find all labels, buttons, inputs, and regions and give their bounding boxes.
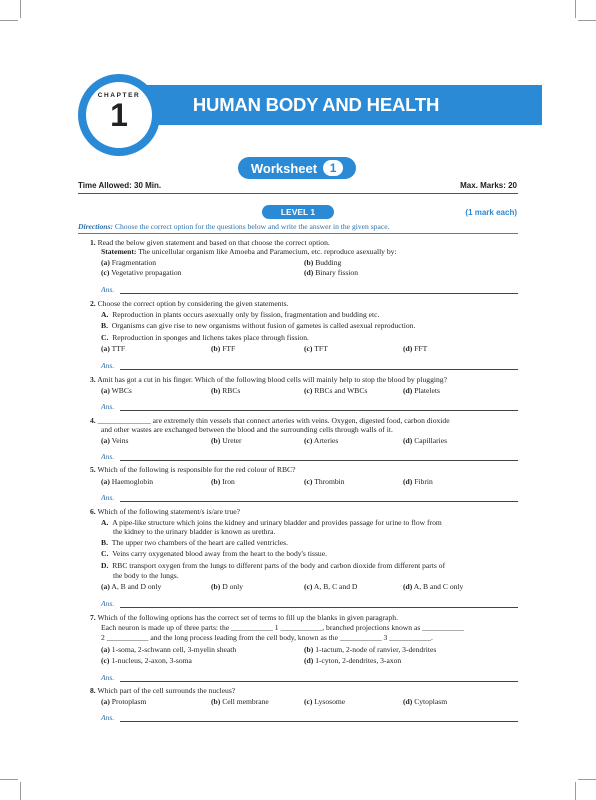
question-3: 3. Amit has got a cut in his finger. Which of the following blood cells will mainly help to stop the blood by plugging? <box>90 375 447 384</box>
option-d: (d) Fibrin <box>403 477 433 486</box>
answer-line[interactable] <box>120 293 518 294</box>
question-7-paragraph-continued: 2 ___________ and the long process leading from the cell body, known as the ___________ 3 ___________. <box>101 633 433 642</box>
crop-mark <box>0 779 18 780</box>
crop-mark <box>0 20 18 21</box>
option-c: (c) Thrombin <box>304 477 345 486</box>
question-4: 4. ______________ are extremely thin vessels that connect arteries with veins. Oxygen, digested food, carbon dioxide <box>90 416 450 425</box>
question-5: 5. Which of the following is responsible for the red colour of RBC? <box>90 465 296 474</box>
crop-mark <box>578 20 596 21</box>
directions-label: Directions: <box>78 222 114 231</box>
statement-d-continued: the body to the lungs. <box>113 571 179 580</box>
answer-label: Ans. <box>101 402 115 411</box>
crop-mark <box>578 779 596 780</box>
question-7-paragraph: Each neuron is made up of three parts: the ___________ 1 ___________, branched projections known as ___________ <box>101 623 464 632</box>
option-d: (d) Platelets <box>403 386 440 395</box>
option-a: (a) Protoplasm <box>101 697 147 706</box>
option-d: (d) Binary fission <box>304 268 359 277</box>
option-c: (c) TFT <box>304 344 328 353</box>
question-7: 7. Which of the following options has the correct set of terms to fill up the blanks in given paragraph. <box>90 613 398 622</box>
option-d: (d) A, B and C only <box>403 582 464 591</box>
statement-b: B. The upper two chambers of the heart are called ventricles. <box>101 538 289 547</box>
chapter-title: HUMAN BODY AND HEALTH <box>192 94 440 115</box>
option-a: (a) 1-soma, 2-schwann cell, 3-myelin sheath <box>101 645 237 654</box>
statement-c: C. Reproduction in sponges and lichens takes place through fission. <box>101 333 309 342</box>
option-b: (b) Cell membrane <box>211 697 269 706</box>
option-c: (c) Lysosome <box>304 697 346 706</box>
option-a: (a) Fragmentation <box>101 258 157 267</box>
question-1: 1. Read the below given statement and based on that choose the correct option. <box>90 238 330 247</box>
worksheet-number: 1 <box>323 160 343 176</box>
crop-mark <box>575 782 576 800</box>
option-a: (a) Haemoglobin <box>101 477 154 486</box>
answer-label: Ans. <box>101 452 115 461</box>
answer-line[interactable] <box>120 607 518 608</box>
option-b: (b) 1-tactum, 2-node of ranvier, 3-dendrites <box>304 645 437 654</box>
statement-a: A. A pipe-like structure which joins the kidney and urinary bladder and provides passage for urine to flow from <box>101 518 442 527</box>
option-b: (b) FTF <box>211 344 236 353</box>
option-d: (d) FFT <box>403 344 428 353</box>
option-c: (c) Arteries <box>304 436 339 445</box>
option-b: (b) Ureter <box>211 436 242 445</box>
directions-divider <box>78 233 518 234</box>
option-a: (a) WBCs <box>101 386 132 395</box>
option-b: (b) Iron <box>211 477 235 486</box>
answer-line[interactable] <box>120 721 518 722</box>
worksheet-label: Worksheet <box>250 160 318 176</box>
question-4-continued: and other wastes are exchanged between the blood and the surrounding cells through walls of it. <box>101 425 393 434</box>
level-pill: LEVEL 1 <box>262 205 334 219</box>
chapter-badge-inner <box>86 82 152 148</box>
answer-label: Ans. <box>101 285 115 294</box>
chapter-word: CHAPTER <box>97 92 141 99</box>
option-c: (c) RBCs and WBCs <box>304 386 368 395</box>
statement-a: A. Reproduction in plants occurs asexually only by fission, fragmentation and budding etc. <box>101 310 380 319</box>
option-a: (a) Veins <box>101 436 129 445</box>
option-b: (b) RBCs <box>211 386 241 395</box>
crop-mark <box>20 0 21 18</box>
time-allowed: Time Allowed: 30 Min. <box>78 181 162 190</box>
option-b: (b) D only <box>211 582 244 591</box>
answer-label: Ans. <box>101 599 115 608</box>
header-divider <box>78 193 518 194</box>
statement-a-continued: the kidney to the urinary bladder is known as urethra. <box>113 527 276 536</box>
answer-label: Ans. <box>101 493 115 502</box>
statement-c: C. Veins carry oxygenated blood away from the heart to the body's tissue. <box>101 549 327 558</box>
option-c: (c) A, B, C and D <box>304 582 358 591</box>
statement-b: B. Organisms can give rise to new organisms without fusion of gametes is called asexual reproduction. <box>101 321 416 330</box>
option-a: (a) TTF <box>101 344 126 353</box>
answer-label: Ans. <box>101 361 115 370</box>
option-d: (d) 1-cyton, 2-dendrites, 3-axon <box>304 656 402 665</box>
option-d: (d) Capillaries <box>403 436 448 445</box>
option-b: (b) Budding <box>304 258 342 267</box>
crop-mark <box>20 782 21 800</box>
option-c: (c) Vegetative propagation <box>101 268 182 277</box>
chapter-number: 1 <box>110 97 128 133</box>
option-a: (a) A, B and D only <box>101 582 162 591</box>
worksheet-pill <box>238 157 356 179</box>
marks-each: (1 mark each) <box>465 208 517 217</box>
answer-line[interactable] <box>120 410 518 411</box>
answer-label: Ans. <box>101 673 115 682</box>
question-1-statement: Statement: The unicellular organism like Amoeba and Paramecium, etc. reproduce asexually by: <box>101 247 397 256</box>
answer-line[interactable] <box>120 369 518 370</box>
question-8: 8. Which part of the cell surrounds the nucleus? <box>90 686 236 695</box>
answer-line[interactable] <box>120 681 518 682</box>
directions <box>78 222 518 231</box>
option-d: (d) Cytoplasm <box>403 697 448 706</box>
answer-label: Ans. <box>101 713 115 722</box>
max-marks: Max. Marks: 20 <box>460 181 517 190</box>
question-6: 6. Which of the following statement/s is/are true? <box>90 507 241 516</box>
answer-line[interactable] <box>120 460 518 461</box>
directions-text: Choose the correct option for the questions below and write the answer in the given space. <box>113 222 390 231</box>
answer-line[interactable] <box>120 501 518 502</box>
option-c: (c) 1-nucleus, 2-axon, 3-soma <box>101 656 192 665</box>
question-2: 2. Choose the correct option by considering the given statements. <box>90 299 289 308</box>
statement-d: D. RBC transport oxygen from the lungs to different parts of the body and carbon dioxide from different parts of <box>101 561 446 570</box>
crop-mark <box>575 0 576 18</box>
